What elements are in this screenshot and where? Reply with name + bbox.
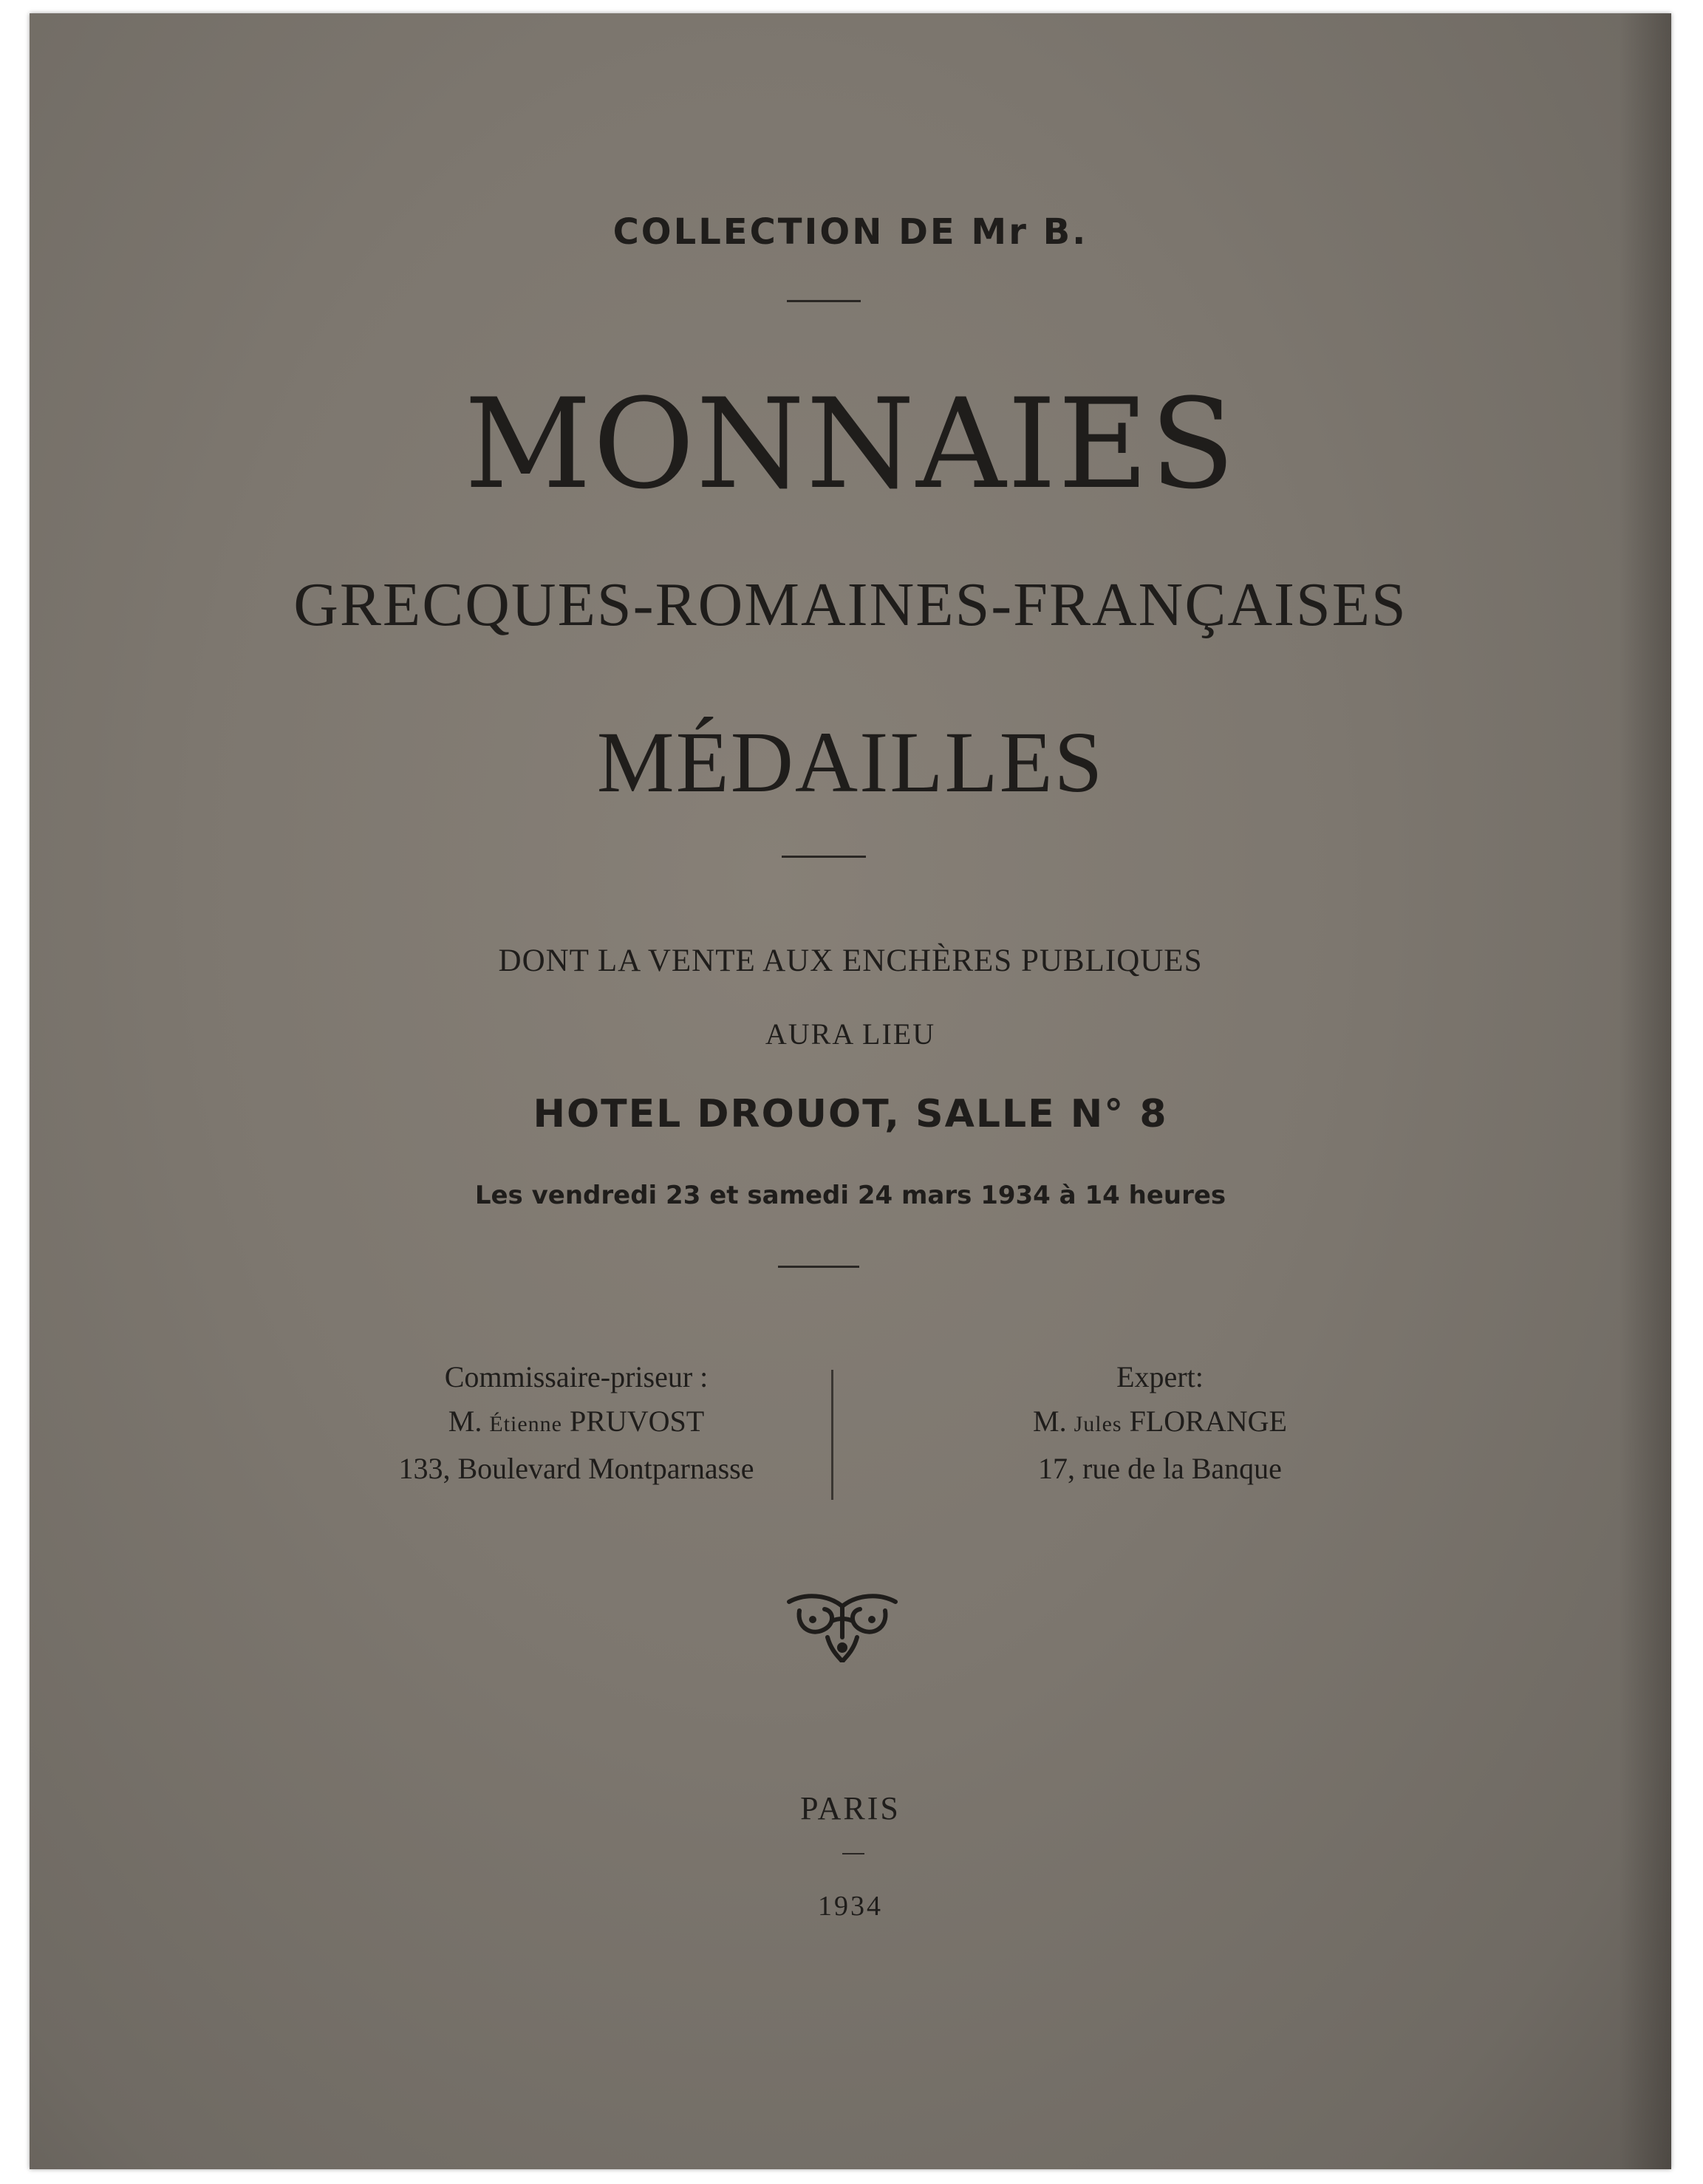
- rule-dash: [842, 1853, 864, 1854]
- rule-top: [787, 300, 861, 302]
- sale-line-2: AURA LIEU: [765, 1017, 936, 1051]
- place-of-publication: PARIS: [800, 1790, 901, 1826]
- expert-address: 17, rue de la Banque: [1038, 1452, 1282, 1485]
- expert-name: M. Jules FLORANGE: [1033, 1405, 1287, 1438]
- sale-dates: Les vendredi 23 et samedi 24 mars 1934 à 14 heures: [474, 1181, 1226, 1210]
- publication-year: 1934: [818, 1891, 883, 1922]
- main-title: MONNAIES: [464, 372, 1237, 516]
- auctioneer-name: M. Étienne PRUVOST: [448, 1405, 705, 1438]
- subtitle: GRECQUES-ROMAINES-FRANÇAISES: [293, 570, 1407, 639]
- printer-ornament-icon: [783, 1586, 901, 1667]
- auctioneer-role: Commissaire-priseur :: [444, 1360, 709, 1393]
- expert-role: Expert:: [1116, 1360, 1204, 1393]
- expert-block: [894, 1355, 1426, 1491]
- auctioneer-block: [310, 1355, 842, 1491]
- sale-line-1: DONT LA VENTE AUX ENCHÈRES PUBLIQUES: [498, 943, 1203, 978]
- rule-middle: [782, 856, 866, 858]
- rule-lower: [778, 1266, 859, 1268]
- second-title: MÉDAILLES: [596, 714, 1105, 811]
- collection-heading: COLLECTION DE Mr B.: [612, 211, 1088, 253]
- venue: HOTEL DROUOT, SALLE N° 8: [533, 1092, 1168, 1136]
- column-divider: [831, 1370, 833, 1500]
- catalog-cover: [30, 13, 1671, 2169]
- auctioneer-address: 133, Boulevard Montparnasse: [398, 1452, 754, 1485]
